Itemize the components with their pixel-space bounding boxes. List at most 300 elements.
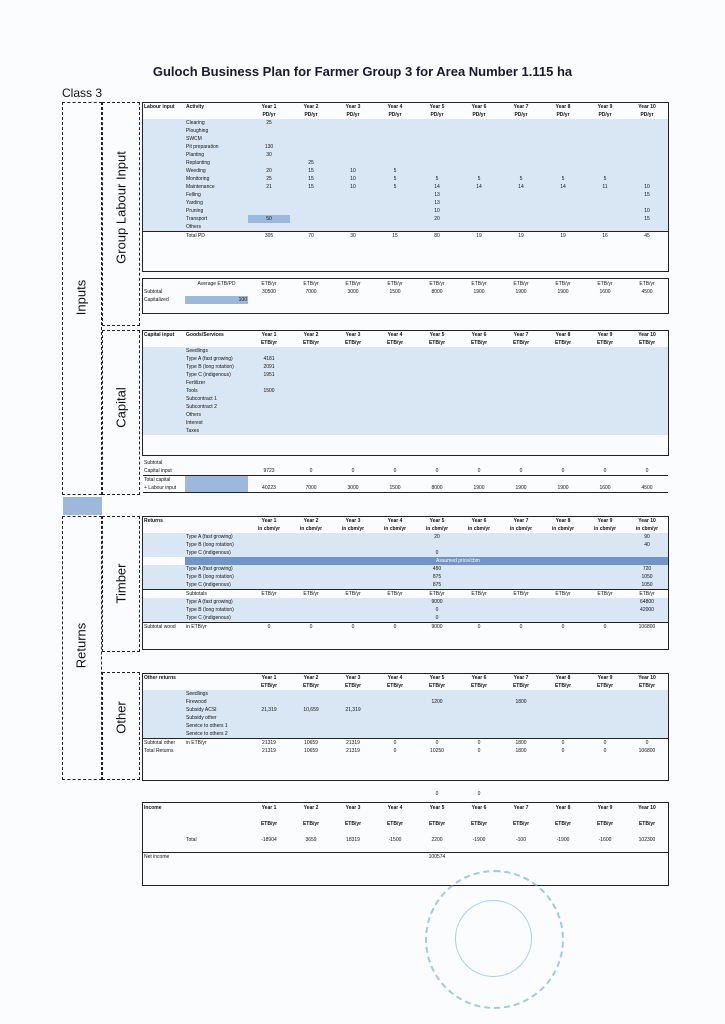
highlight-cell (185, 484, 248, 493)
empty-cell (248, 614, 290, 623)
value-cell: 875 (416, 573, 458, 581)
unit-label: ETB/yr (302, 683, 320, 689)
unit-label: ETB/yr (290, 590, 332, 599)
value-cell (332, 151, 374, 159)
empty-cell (248, 565, 290, 573)
subtotal-value: 30500 (262, 289, 276, 295)
column-header: Returns (144, 518, 163, 524)
total-value: -1500 (388, 837, 402, 843)
empty-cell (458, 427, 500, 435)
unit-label: ETB/yr (428, 821, 446, 827)
row-spacer (143, 606, 185, 614)
subtotal-value: 0 (332, 467, 374, 476)
unit-label: ETB/yr (638, 683, 656, 689)
unit-label: ETB/yr (386, 683, 404, 689)
total-value: 4500 (626, 484, 668, 493)
unit-label: PD/yr (556, 112, 570, 118)
value-cell (500, 167, 542, 175)
value-cell (458, 167, 500, 175)
row-spacer (143, 419, 185, 427)
value-cell (542, 215, 584, 223)
value-cell (458, 722, 500, 730)
total-row (143, 836, 668, 844)
subtotal-value: 0 (542, 467, 584, 476)
empty-cell (584, 581, 626, 590)
value-cell: 15 (290, 175, 332, 183)
unit-label: ETB/yr (596, 340, 614, 346)
value-cell: 4181 (248, 355, 290, 363)
inputs-label: Inputs (73, 279, 89, 316)
return-label: Subsidy other (185, 714, 248, 722)
value-cell: 21,319 (332, 706, 374, 714)
value-cell (290, 722, 332, 730)
avg-row (143, 280, 668, 288)
column-header: Year 1 (261, 805, 277, 811)
value-cell (458, 207, 500, 215)
empty-cell (290, 371, 332, 379)
empty-cell (416, 411, 458, 419)
unit-label: ETB/yr (596, 821, 614, 827)
unit-label: ETB/yr (512, 340, 530, 346)
labour-subtotal-table (143, 280, 668, 304)
subtotal-value: 1800 (500, 739, 542, 748)
value-cell: 10 (332, 167, 374, 175)
total-value: 1900 (500, 484, 542, 493)
value-cell (542, 223, 584, 232)
row-spacer (143, 175, 185, 183)
value-cell (248, 411, 290, 419)
type-label: Type C (indigenous) (185, 581, 248, 590)
empty-cell (374, 565, 416, 573)
value-cell (542, 533, 584, 541)
table-row (143, 223, 668, 232)
unit-label: ETB/yr (428, 683, 446, 689)
row-spacer (143, 167, 185, 175)
unit-label: ETB/yr (584, 590, 626, 599)
column-header: Year 8 (555, 675, 571, 681)
total-value: 19 (458, 232, 500, 241)
type-label: Type A (fast growing) (185, 598, 248, 606)
value-cell: 40 (626, 541, 668, 549)
unit-label: PD/yr (514, 112, 528, 118)
total-value: 45 (626, 232, 668, 241)
value-cell (248, 403, 290, 411)
empty-cell (332, 419, 374, 427)
column-header: Year 9 (597, 518, 613, 524)
value-cell (626, 730, 668, 739)
activity-label: Maintenance (185, 183, 248, 191)
empty-cell (584, 419, 626, 427)
column-header: Year 3 (345, 518, 361, 524)
empty-cell (458, 573, 500, 581)
value-cell (248, 191, 290, 199)
value-cell: 1050 (626, 573, 668, 581)
column-header: Year 8 (555, 104, 571, 110)
value-cell: 9000 (416, 598, 458, 606)
value-cell: 10,659 (290, 706, 332, 714)
empty-cell (500, 476, 542, 485)
value-cell: 720 (626, 565, 668, 573)
return-label: Service to others 1 (185, 722, 248, 730)
value-cell (332, 191, 374, 199)
value-cell (626, 223, 668, 232)
empty-cell (374, 379, 416, 387)
value-cell (458, 191, 500, 199)
table-row (143, 533, 668, 541)
value-cell (500, 191, 542, 199)
value-cell: 0 (416, 549, 458, 557)
empty-cell (416, 419, 458, 427)
row-spacer (185, 747, 248, 755)
empty-cell (584, 828, 626, 836)
empty-cell (458, 476, 500, 485)
value-cell (584, 143, 626, 151)
unit-label: ETB/yr (554, 821, 572, 827)
column-header: Year 6 (471, 104, 487, 110)
column-header: Year 10 (638, 104, 656, 110)
goods-label: Others (185, 411, 248, 419)
total-value: 3659 (305, 837, 317, 843)
value-cell (416, 127, 458, 135)
row-spacer (143, 135, 185, 143)
empty-cell (458, 606, 500, 614)
value-cell (290, 191, 332, 199)
table-row (143, 549, 668, 557)
value-cell (458, 159, 500, 167)
value-cell: 21,319 (248, 706, 290, 714)
subtotal-value: 0 (542, 623, 584, 632)
empty-cell (500, 387, 542, 395)
total-row (143, 476, 668, 485)
header-row (143, 517, 668, 525)
empty-cell (290, 355, 332, 363)
value-cell: 25 (248, 119, 290, 127)
unit-label: in cbm/yr (593, 526, 617, 532)
table-row (143, 606, 668, 614)
empty-cell (143, 844, 185, 853)
empty-cell (500, 403, 542, 411)
subtotal-row (143, 288, 668, 296)
empty-cell (332, 427, 374, 435)
value-cell: 5 (500, 175, 542, 183)
empty-cell (542, 565, 584, 573)
empty-cell (332, 476, 374, 485)
value-cell (584, 790, 626, 798)
units-row (143, 682, 668, 690)
empty-cell (374, 476, 416, 485)
column-header: Year 10 (638, 518, 656, 524)
value-cell (626, 127, 668, 135)
unit-label: ETB/yr (555, 281, 571, 287)
empty-cell (290, 614, 332, 623)
empty-cell (584, 379, 626, 387)
column-header: Year 10 (638, 332, 656, 338)
goods-label: Fertilizer (185, 379, 248, 387)
value-cell (248, 698, 290, 706)
empty-cell (542, 379, 584, 387)
value-cell: 5 (542, 175, 584, 183)
capital-table (143, 331, 668, 435)
unit-label: ETB/yr (386, 821, 404, 827)
column-header: Year 4 (387, 104, 403, 110)
value-cell (542, 541, 584, 549)
value-cell (542, 167, 584, 175)
empty-cell (332, 581, 374, 590)
value-cell: 5 (584, 175, 626, 183)
empty-cell (626, 395, 668, 403)
empty-cell (332, 371, 374, 379)
empty-cell (500, 371, 542, 379)
value-cell (290, 790, 332, 798)
unit-label: ETB/yr (344, 821, 362, 827)
subtotal-value: 0 (374, 623, 416, 632)
subtotal-value: 0 (584, 467, 626, 476)
unit-label: in ETB/yr (185, 623, 248, 632)
capital-label: Capital (113, 387, 129, 428)
value-cell (458, 533, 500, 541)
avg-value: 100 (185, 296, 248, 304)
value-cell (290, 714, 332, 722)
empty-cell (332, 411, 374, 419)
activity-label: Clearing (185, 119, 248, 127)
empty-cell (248, 573, 290, 581)
column-header (185, 804, 248, 812)
value-cell (290, 223, 332, 232)
empty-cell (290, 812, 332, 820)
row-spacer (143, 682, 185, 690)
empty-cell (290, 419, 332, 427)
unit-label: ETB/yr (345, 281, 361, 287)
total-label: Total Returns (144, 748, 174, 754)
units-row (143, 820, 668, 828)
empty-cell (416, 363, 458, 371)
empty-cell (584, 427, 626, 435)
value-cell (248, 207, 290, 215)
empty-cell (248, 812, 290, 820)
goods-label: Subcontract 1 (185, 395, 248, 403)
total-label: Total PD (185, 232, 248, 241)
row-spacer (143, 191, 185, 199)
value-cell (542, 690, 584, 698)
value-cell (542, 706, 584, 714)
value-cell (248, 541, 290, 549)
value-cell (332, 790, 374, 798)
row-spacer (143, 533, 185, 541)
table-row (143, 199, 668, 207)
value-cell (416, 706, 458, 714)
value-cell (290, 215, 332, 223)
value-cell (332, 215, 374, 223)
value-cell (290, 730, 332, 739)
empty-cell (584, 614, 626, 623)
value-cell (542, 790, 584, 798)
table-row (143, 541, 668, 549)
table-row (143, 706, 668, 714)
empty-cell (248, 459, 290, 467)
unit-label: ETB/yr (374, 590, 416, 599)
value-cell (458, 199, 500, 207)
row-spacer (143, 280, 185, 288)
unit-label: ETB/yr (638, 821, 656, 827)
empty-cell (626, 853, 668, 862)
row-spacer (143, 403, 185, 411)
column-header: Year 7 (513, 675, 529, 681)
empty-cell (458, 828, 500, 836)
total-value: 3000 (332, 484, 374, 493)
table-row (143, 159, 668, 167)
empty-cell (374, 427, 416, 435)
table-row (143, 167, 668, 175)
table-row (143, 207, 668, 215)
empty-cell (542, 411, 584, 419)
empty-cell (290, 606, 332, 614)
empty-cell (290, 565, 332, 573)
empty-cell (584, 853, 626, 862)
empty-cell (626, 812, 668, 820)
value-cell (542, 159, 584, 167)
value-cell (248, 690, 290, 698)
row-spacer (143, 151, 185, 159)
value-cell (500, 119, 542, 127)
column-header: Year 3 (345, 675, 361, 681)
subtotal-value: 10659 (290, 739, 332, 748)
column-header: Year 2 (303, 675, 319, 681)
value-cell: 5 (416, 175, 458, 183)
table-row (143, 119, 668, 127)
value-cell (248, 419, 290, 427)
row-spacer (185, 682, 248, 690)
empty-cell (290, 363, 332, 371)
value-cell (332, 690, 374, 698)
empty-cell (248, 853, 290, 862)
empty-cell (374, 853, 416, 862)
value-cell: 15 (626, 191, 668, 199)
value-cell (542, 127, 584, 135)
value-cell (416, 690, 458, 698)
value-cell (332, 135, 374, 143)
value-cell (626, 167, 668, 175)
empty-cell (290, 828, 332, 836)
column-header: Year 3 (345, 104, 361, 110)
row-spacer (143, 565, 185, 573)
empty-cell (332, 355, 374, 363)
value-cell (374, 207, 416, 215)
spacer-row (143, 844, 668, 853)
total-value: 70 (290, 232, 332, 241)
unit-label: ETB/yr (260, 821, 278, 827)
goods-label: Tools (185, 387, 248, 395)
subtotal-value: 1500 (389, 289, 401, 295)
value-cell (458, 541, 500, 549)
value-cell (290, 541, 332, 549)
unit-label: ETB/yr (302, 340, 320, 346)
price-band (185, 557, 248, 565)
unit-label: ETB/yr (429, 281, 445, 287)
value-cell (626, 151, 668, 159)
total-label: Total (186, 837, 197, 843)
row-spacer (143, 790, 185, 798)
value-cell (374, 143, 416, 151)
empty-cell (584, 347, 626, 355)
official-stamp-inner (455, 900, 532, 977)
units-row (143, 525, 668, 533)
unit-label: ETB/yr (554, 340, 572, 346)
value-cell: 10 (332, 183, 374, 191)
empty-cell (584, 844, 626, 853)
subtotal-label: Subtotal wood (143, 623, 185, 632)
value-cell (626, 706, 668, 714)
subtotal-value: 0 (416, 739, 458, 748)
subtotal-label: Subtotal (144, 460, 163, 466)
row-spacer (143, 525, 185, 533)
empty-cell (500, 355, 542, 363)
total-label: Total capital (144, 477, 171, 483)
type-label: Type B (long rotation) (185, 541, 248, 549)
group-labour-label: Group Labour Input (113, 151, 129, 264)
column-header: Year 7 (513, 518, 529, 524)
header-row (143, 331, 668, 339)
empty-cell (500, 379, 542, 387)
empty-cell (458, 403, 500, 411)
value-cell (332, 207, 374, 215)
row-spacer (143, 598, 185, 606)
empty-cell (458, 614, 500, 623)
unit-label: in cbm/yr (257, 526, 281, 532)
value-cell: 5 (374, 175, 416, 183)
column-header: Year 2 (303, 518, 319, 524)
column-header: Year 10 (638, 675, 656, 681)
empty-cell (374, 812, 416, 820)
empty-cell (248, 844, 290, 853)
empty-cell (542, 387, 584, 395)
value-cell (374, 698, 416, 706)
subtotal-value: 0 (584, 739, 626, 748)
value-cell: 1951 (248, 371, 290, 379)
table-row (143, 151, 668, 159)
unit-label: ETB/yr (639, 281, 655, 287)
empty-cell (542, 371, 584, 379)
empty-cell (458, 387, 500, 395)
row-spacer (143, 614, 185, 623)
value-cell (500, 159, 542, 167)
subtotal-value: 0 (458, 739, 500, 748)
value-cell (374, 549, 416, 557)
value-cell: 10 (626, 183, 668, 191)
empty-cell (458, 363, 500, 371)
row-spacer (143, 183, 185, 191)
value-cell (374, 722, 416, 730)
value-cell: 25 (290, 159, 332, 167)
row-spacer (143, 223, 185, 232)
value-cell (332, 223, 374, 232)
empty-cell (458, 812, 500, 820)
empty-cell (584, 363, 626, 371)
empty-cell (290, 581, 332, 590)
value-cell (332, 698, 374, 706)
unit-label: ETB/yr (302, 821, 320, 827)
value-cell (626, 159, 668, 167)
value-cell: 0 (416, 606, 458, 614)
value-cell (584, 159, 626, 167)
value-cell (584, 127, 626, 135)
table-row (143, 581, 668, 590)
table-row (143, 698, 668, 706)
empty-cell (458, 371, 500, 379)
separator-bar (63, 497, 102, 515)
value-cell (248, 427, 290, 435)
empty-cell (500, 853, 542, 862)
value-cell (374, 533, 416, 541)
